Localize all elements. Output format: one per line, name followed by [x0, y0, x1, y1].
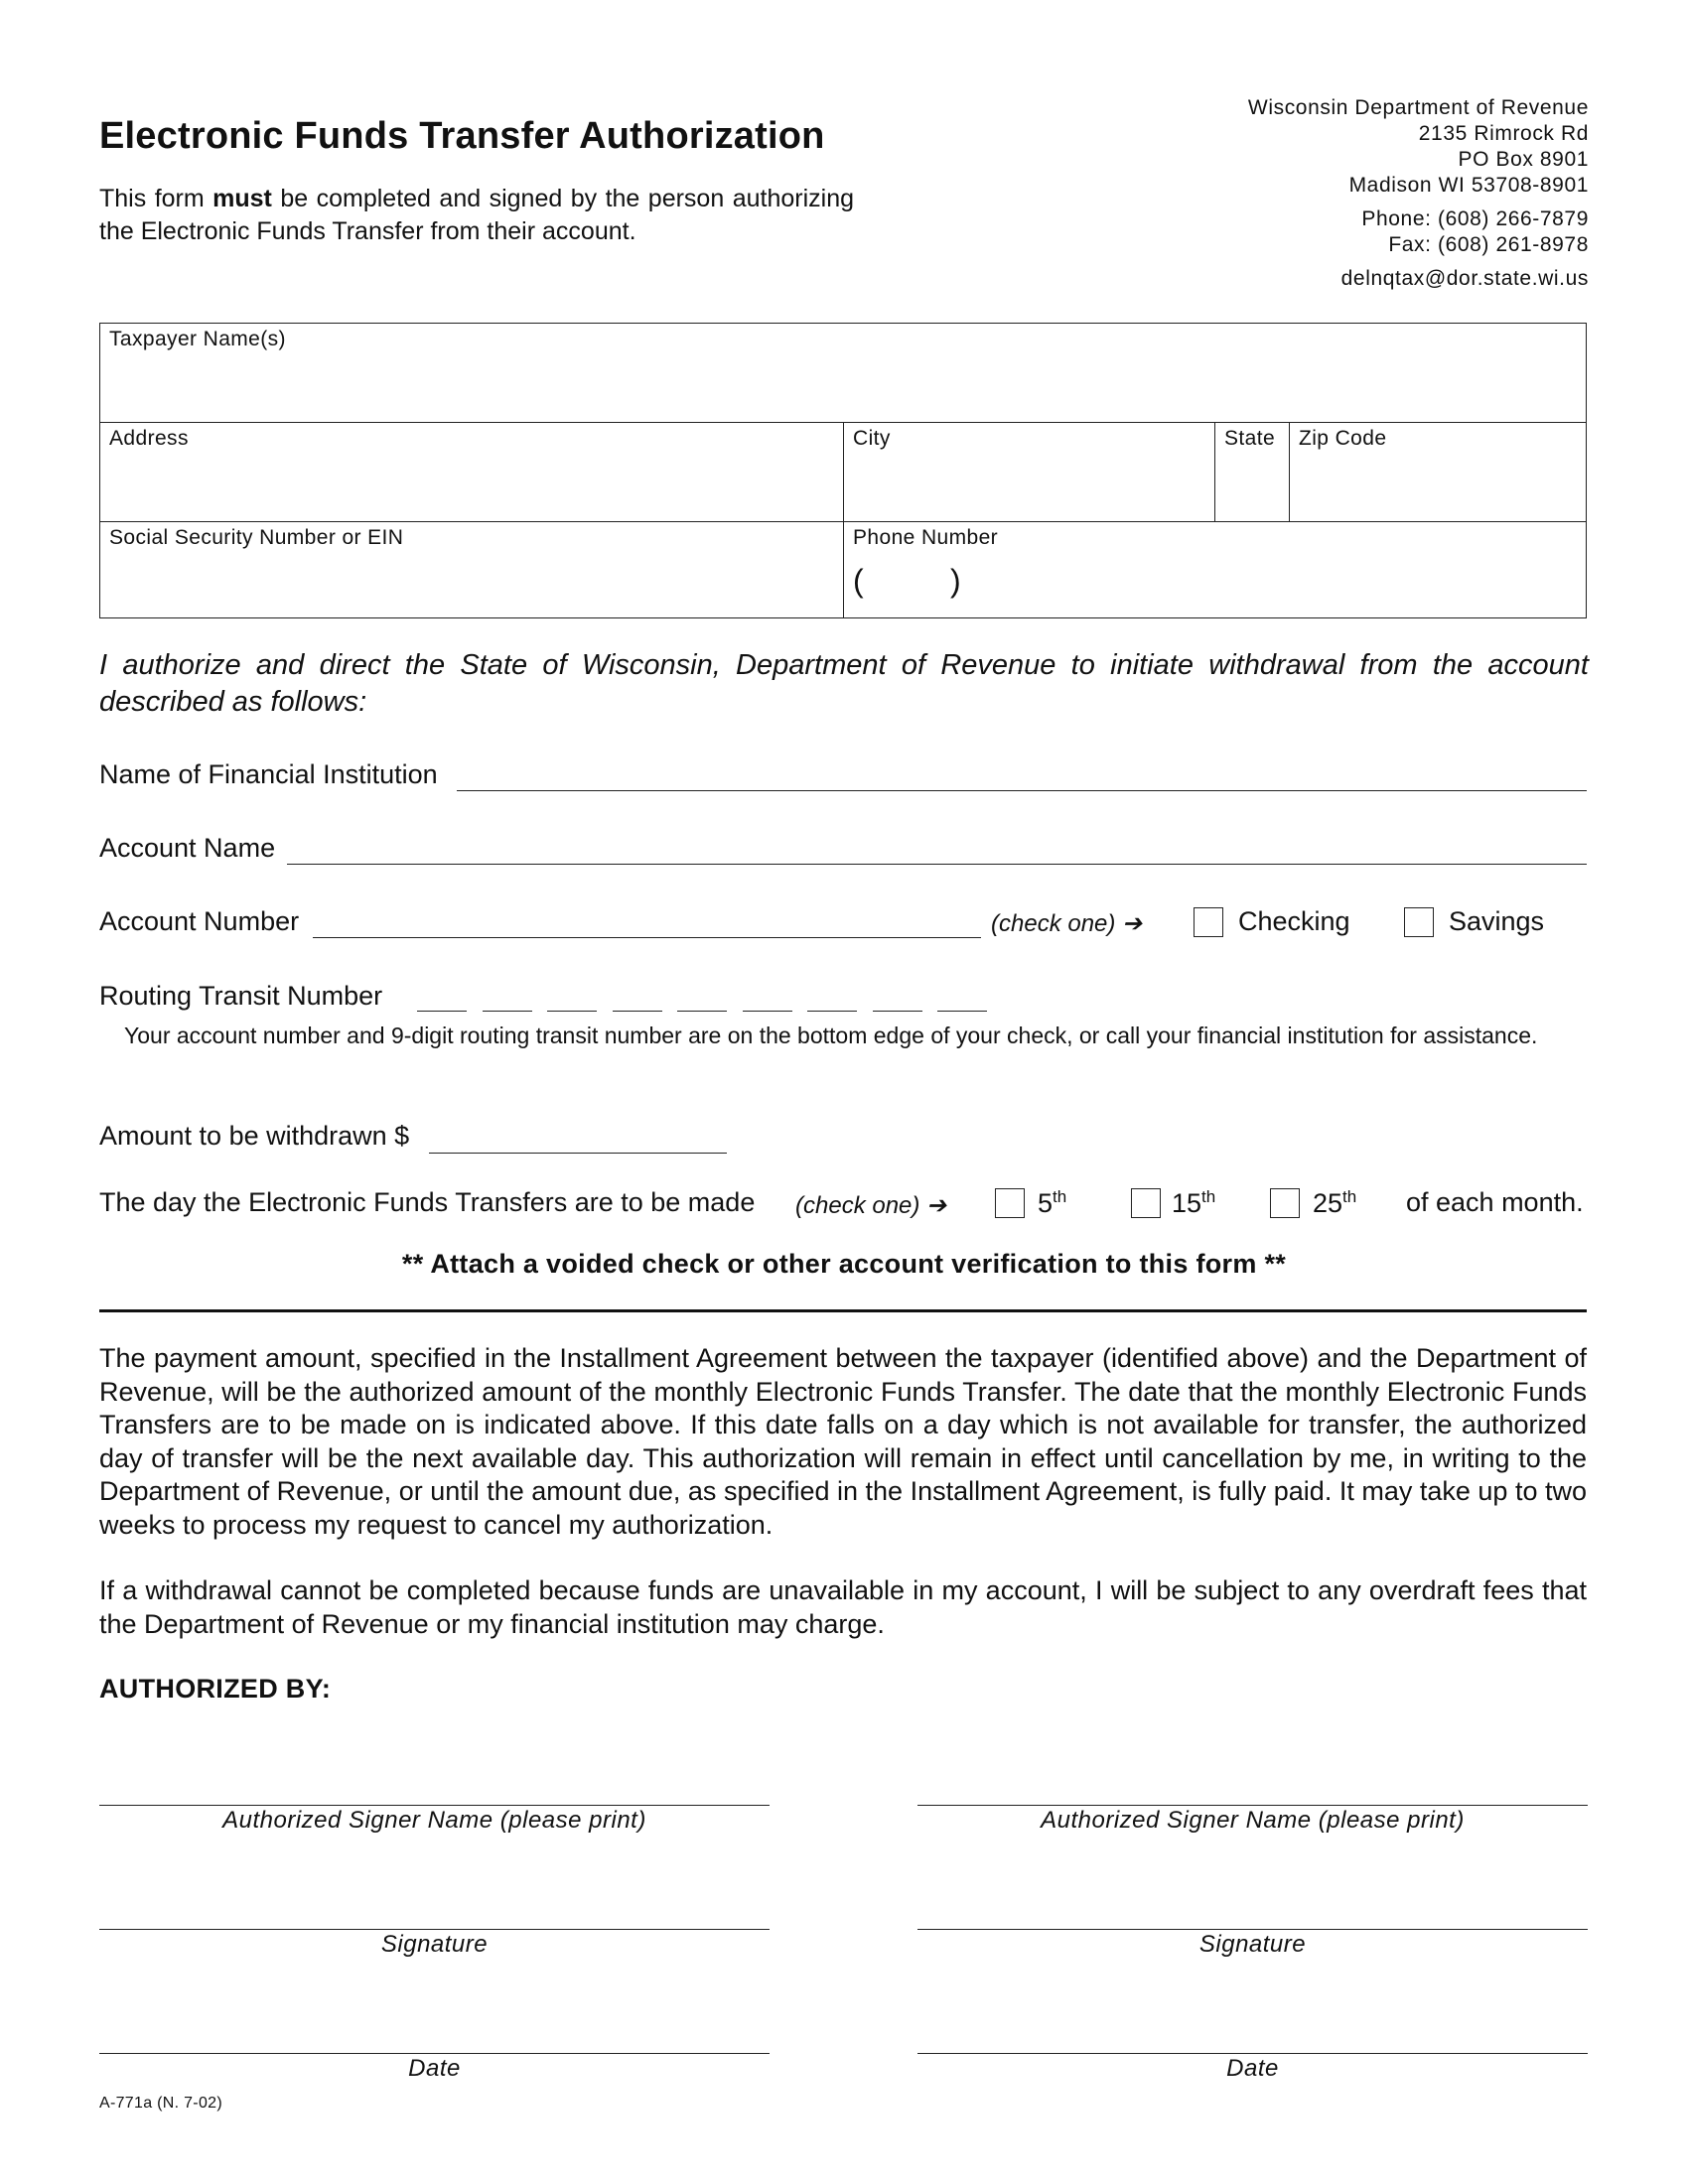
- routing-digit-8[interactable]: [873, 1011, 922, 1012]
- routing-digit-4[interactable]: [613, 1011, 662, 1012]
- terms-paragraph-2: If a withdrawal cannot be completed because funds are unavailable in my account, I will be subject to any overdraft fees that the Department of Revenue or my financial institution may charge.: [99, 1575, 1587, 1639]
- transfer-day-label: The day the Electronic Funds Transfers are to be made: [99, 1187, 756, 1217]
- day-5-label: 5th: [1038, 1187, 1067, 1218]
- savings-checkbox[interactable]: [1404, 907, 1434, 937]
- area-code-close-paren: ): [950, 563, 961, 599]
- section-divider: [99, 1309, 1587, 1312]
- signer-2-name-label: Authorized Signer Name (please print): [1041, 1807, 1465, 1834]
- account-type-check-one: (check one) ➔: [991, 910, 1143, 937]
- savings-label: Savings: [1449, 906, 1545, 936]
- amount-input-line[interactable]: [429, 1153, 727, 1154]
- ssn-ein-label: Social Security Number or EIN: [109, 526, 404, 549]
- day-25-label: 25th: [1313, 1187, 1357, 1218]
- agency-address: [1248, 95, 1589, 292]
- taxpayer-info-box: [99, 323, 1587, 618]
- terms-paragraph-1: The payment amount, specified in the Installment Agreement between the taxpayer (identified above) and the Department of Revenue, will be the authorized amount of the monthly Electronic Funds Transfer. The date that the monthly Electronic Funds Transfers are to be made on is indicated above. If this date falls on a day which is not available for transfer, the authorized day of transfer will be the next available day. This authorization will remain in effect until cancellation by me, in writing to the Department of Revenue, or until the amount due, as specified in the Installment Agreement, is fully paid. It may take up to two weeks to process my request to cancel my authorization.: [99, 1343, 1587, 1540]
- routing-digit-7[interactable]: [807, 1011, 857, 1012]
- signer-1-signature-line[interactable]: [99, 1929, 770, 1930]
- account-name-input-line[interactable]: [287, 864, 1587, 865]
- day-15-checkbox[interactable]: [1131, 1188, 1161, 1218]
- checking-label: Checking: [1238, 906, 1350, 936]
- state-field[interactable]: [1215, 423, 1289, 521]
- ssn-ein-field[interactable]: [100, 522, 843, 617]
- signer-1-signature-label: Signature: [380, 1931, 489, 1958]
- each-month-label: of each month.: [1406, 1187, 1584, 1217]
- form-intro: This form must be completed and signed by the person authorizing the Electronic Funds Transfer from their account.: [99, 185, 855, 245]
- agency-po-box: PO Box 8901: [1458, 148, 1589, 171]
- routing-digit-5[interactable]: [677, 1011, 727, 1012]
- taxpayer-name-field[interactable]: [100, 324, 1586, 422]
- address-field[interactable]: [100, 423, 843, 521]
- day-5-checkbox[interactable]: [995, 1188, 1025, 1218]
- routing-digit-3[interactable]: [547, 1011, 597, 1012]
- routing-number-label: Routing Transit Number: [99, 981, 383, 1011]
- city-field[interactable]: [844, 423, 1214, 521]
- account-number-label: Account Number: [99, 906, 300, 936]
- state-label: State: [1224, 427, 1276, 450]
- agency-phone: Phone: (608) 266-7879: [1361, 207, 1589, 230]
- signer-2-date-label: Date: [1226, 2055, 1279, 2082]
- form-number: A-771a (N. 7-02): [99, 2095, 222, 2112]
- signer-2-signature-label: Signature: [1198, 1931, 1307, 1958]
- amount-label: Amount to be withdrawn $: [99, 1121, 410, 1151]
- address-label: Address: [109, 427, 189, 450]
- attach-voided-check-notice: ** Attach a voided check or other account verification to this form **: [401, 1249, 1287, 1279]
- transfer-day-check-one: (check one) ➔: [795, 1192, 947, 1219]
- area-code-open-paren: (: [853, 563, 864, 599]
- signer-1-date-line[interactable]: [99, 2053, 770, 2054]
- form-title: Electronic Funds Transfer Authorization: [99, 115, 825, 157]
- routing-note: Your account number and 9-digit routing transit number are on the bottom edge of your check, or call your financial institution for assistance.: [124, 1023, 1538, 1048]
- signer-1-name-label: Authorized Signer Name (please print): [222, 1807, 646, 1834]
- agency-city: Madison WI 53708-8901: [1348, 174, 1589, 197]
- agency-email: delnqtax@dor.state.wi.us: [1340, 267, 1589, 290]
- intro-emphasis: must: [212, 185, 272, 212]
- routing-digit-2[interactable]: [483, 1011, 532, 1012]
- signer-1-date-label: Date: [408, 2055, 461, 2082]
- routing-digit-9[interactable]: [937, 1011, 987, 1012]
- agency-name: Wisconsin Department of Revenue: [1247, 96, 1589, 119]
- phone-number-label: Phone Number: [853, 526, 999, 549]
- taxpayer-name-label: Taxpayer Name(s): [109, 328, 286, 350]
- signer-2-date-line[interactable]: [917, 2053, 1588, 2054]
- institution-label: Name of Financial Institution: [99, 759, 438, 789]
- agency-street: 2135 Rimrock Rd: [1418, 122, 1589, 145]
- account-name-label: Account Name: [99, 833, 276, 863]
- routing-digit-1[interactable]: [417, 1011, 467, 1012]
- city-label: City: [853, 427, 891, 450]
- account-number-input-line[interactable]: [313, 937, 981, 938]
- zip-code-field[interactable]: [1290, 423, 1586, 521]
- checking-checkbox[interactable]: [1194, 907, 1223, 937]
- signer-2-name-line[interactable]: [917, 1805, 1588, 1806]
- day-15-label: 15th: [1172, 1187, 1216, 1218]
- agency-fax: Fax: (608) 261-8978: [1388, 233, 1589, 256]
- signer-2-signature-line[interactable]: [917, 1929, 1588, 1930]
- institution-input-line[interactable]: [457, 790, 1587, 791]
- routing-digit-6[interactable]: [743, 1011, 792, 1012]
- day-25-checkbox[interactable]: [1270, 1188, 1300, 1218]
- signer-1-name-line[interactable]: [99, 1805, 770, 1806]
- zip-code-label: Zip Code: [1299, 427, 1387, 450]
- authorized-by-heading: AUTHORIZED BY:: [99, 1674, 332, 1704]
- authorization-statement: I authorize and direct the State of Wisconsin, Department of Revenue to initiate withdrawal from the account described as follows:: [99, 649, 1589, 718]
